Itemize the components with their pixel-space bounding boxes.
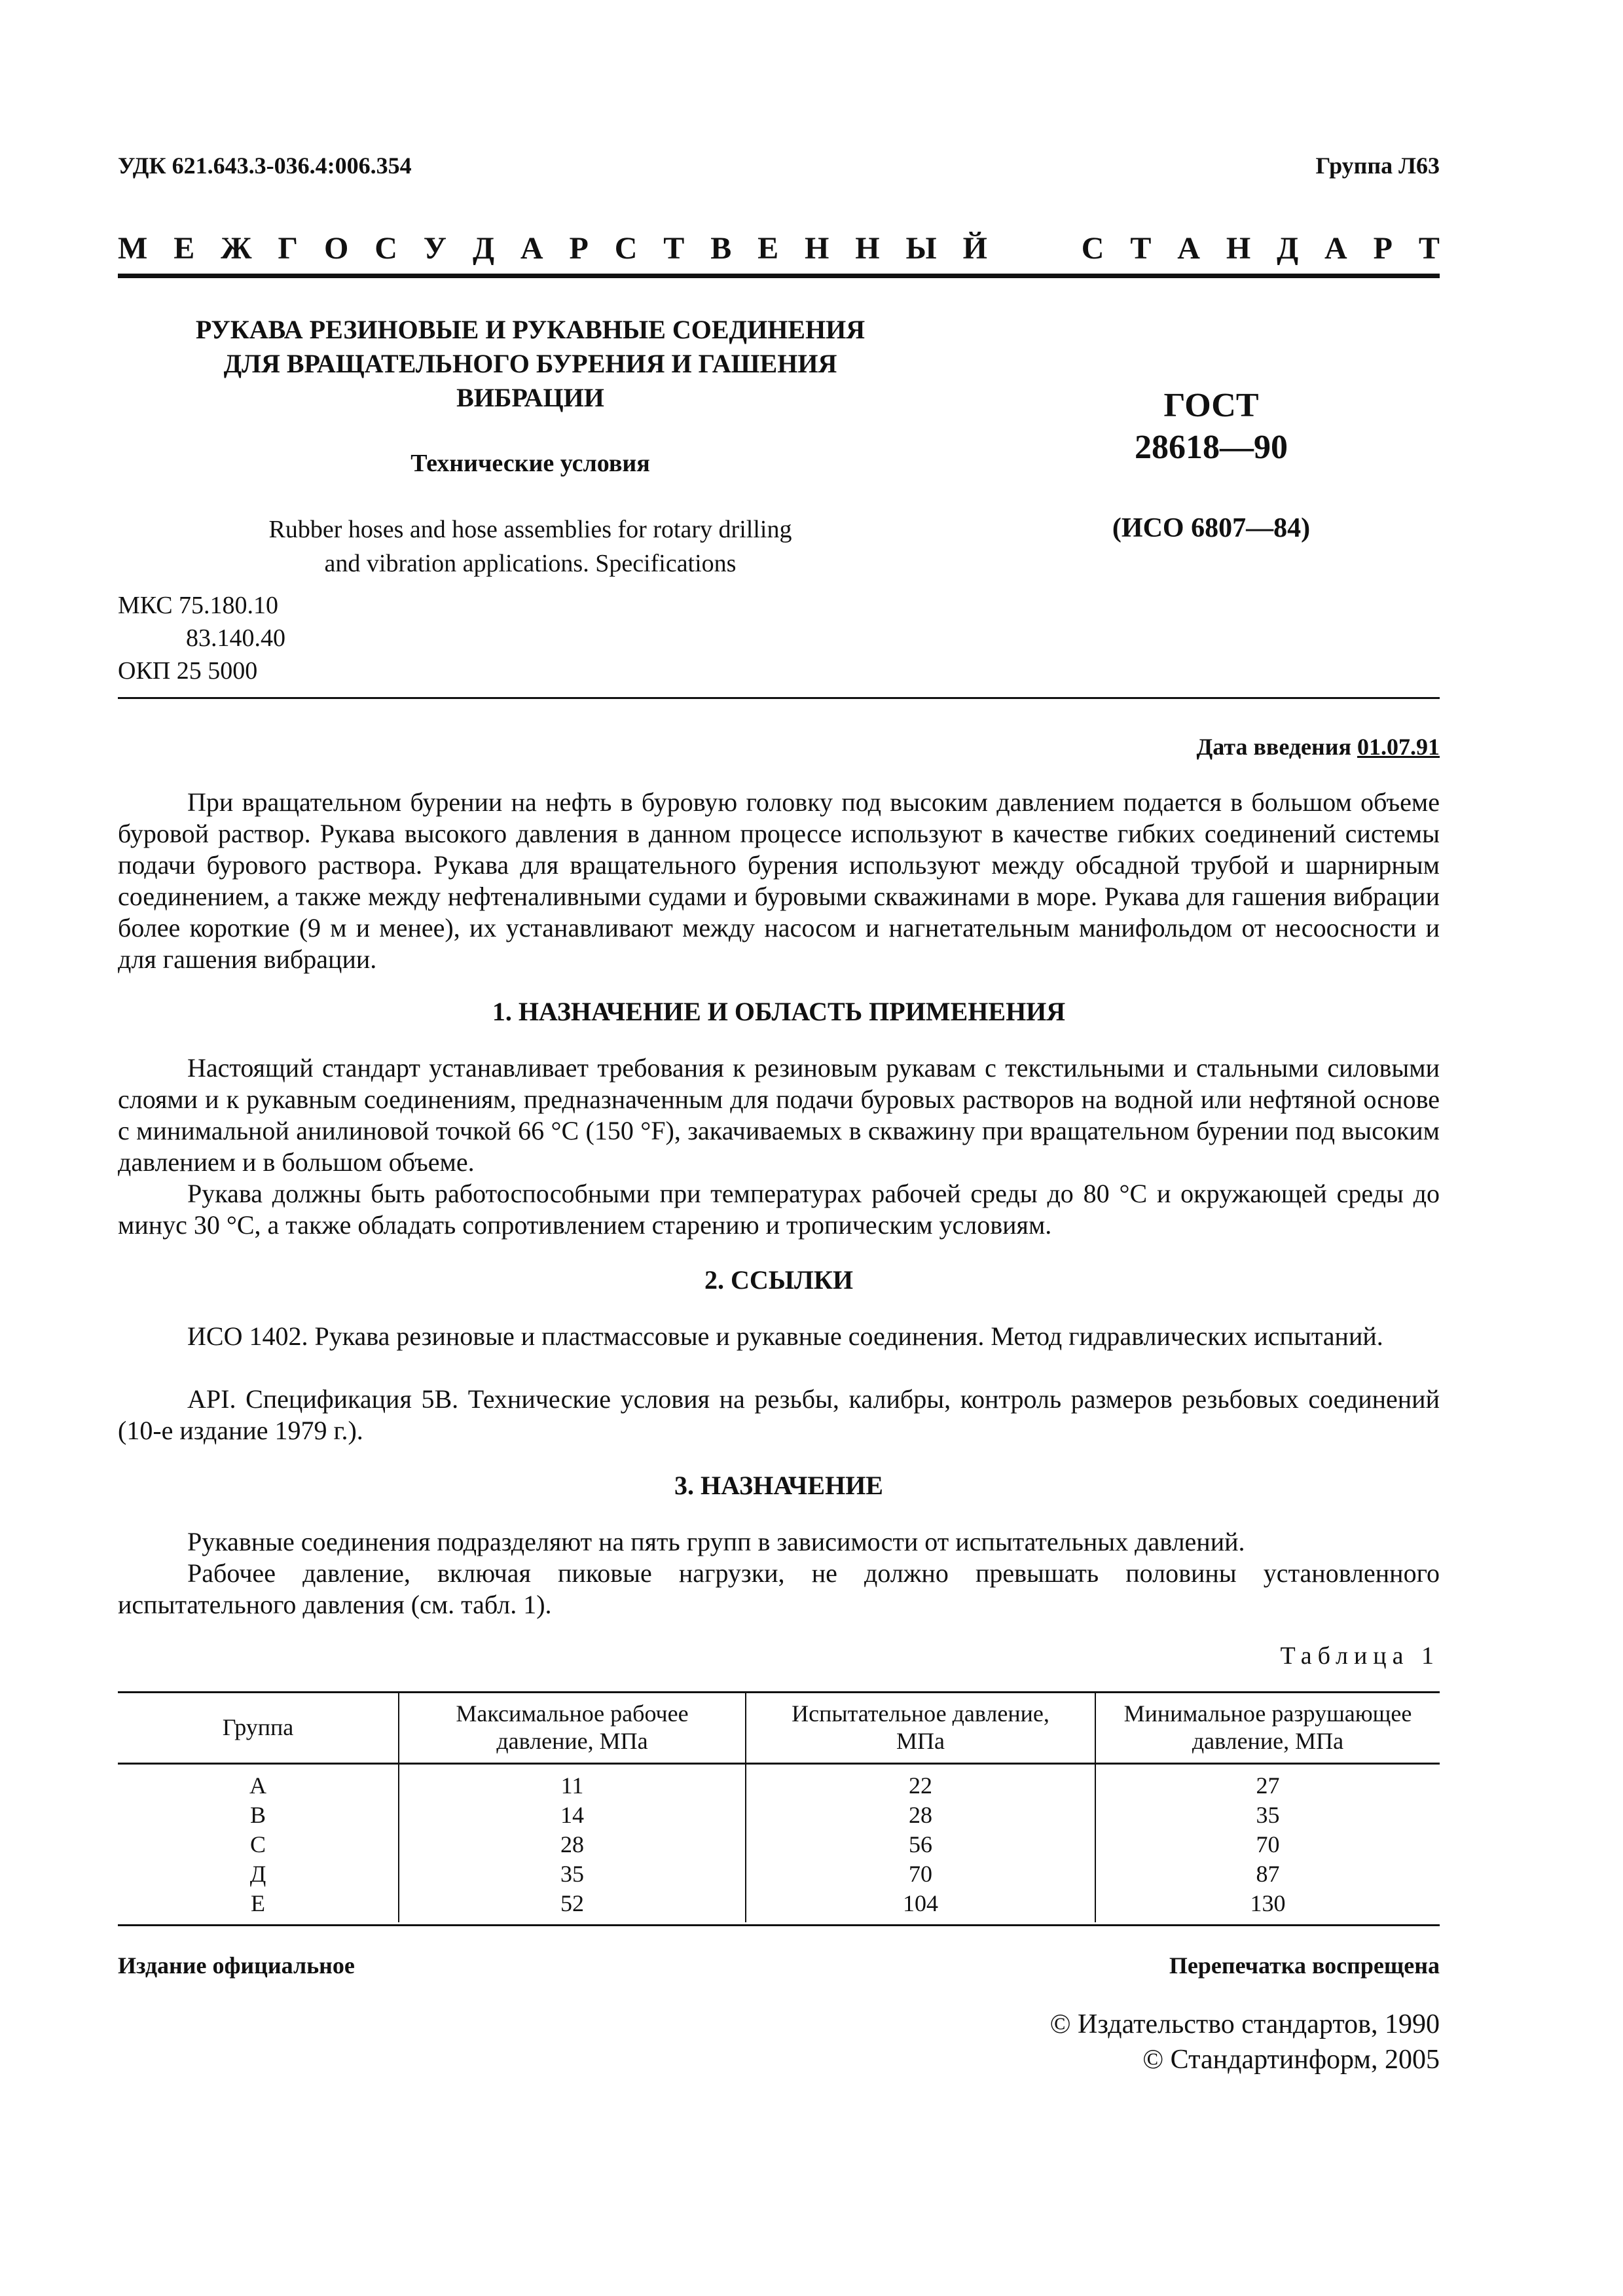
banner-letter: С xyxy=(1081,231,1104,266)
banner-letter: Т xyxy=(663,231,685,266)
banner-letter: М xyxy=(118,231,148,266)
table-cell: 14 xyxy=(399,1801,746,1830)
title-line: ВИБРАЦИИ xyxy=(456,383,604,412)
okp-code: ОКП 25 5000 xyxy=(118,657,258,685)
table-row xyxy=(118,1801,1440,1830)
pressure-groups-table xyxy=(118,1691,1440,1922)
table-row xyxy=(118,1830,1440,1859)
banner-letter: А xyxy=(520,231,543,266)
banner-letter: А xyxy=(1324,231,1347,266)
banner-letter: Г xyxy=(278,231,299,266)
iso-designation: (ИСО 6807—84) xyxy=(1112,513,1311,543)
mks-code: МКС 75.180.10 xyxy=(118,592,279,619)
banner-letter: Е xyxy=(757,231,779,266)
document-subtitle: Технические условия xyxy=(410,450,650,477)
table-cell: 27 xyxy=(1095,1764,1440,1801)
section-3-heading: 3. НАЗНАЧЕНИЕ xyxy=(674,1471,883,1500)
classification-codes xyxy=(118,589,285,687)
table-cell: 87 xyxy=(1095,1859,1440,1889)
banner-letter: Т xyxy=(1130,231,1152,266)
table-cell: 11 xyxy=(399,1764,746,1801)
table-cell: В xyxy=(249,1802,266,1828)
column-header-min-burst-pressure: Минимальное разрушающее давление, МПа xyxy=(1095,1693,1440,1764)
section-1-paragraph-1 xyxy=(118,1052,1440,1178)
banner-letter: Н xyxy=(805,231,830,266)
introduction-date xyxy=(1197,733,1440,761)
table-row xyxy=(118,1764,1440,1801)
banner-letter: С xyxy=(374,231,397,266)
section-3-text-2: Рабочее давление, включая пиковые нагрузки, не должно превышать половины установленного испытательного давления (см. табл. 1). xyxy=(118,1558,1440,1619)
udk-code: УДК 621.643.3-036.4:006.354 xyxy=(118,152,412,179)
gost-number: 28618—90 xyxy=(1135,429,1288,466)
interstate-standard-banner xyxy=(118,230,1440,266)
intro-text: При вращательном бурении на нефть в буровую головку под высоким давлением подается в большом объеме буровой раствор. Рукава высокого давления в данном процессе используют в качестве гибких соединений системы подачи бурового раствора. Рукава для вращательного бурения используют между обсадной трубой и шарнирным соединением, а также между нефтеналивными судами и буровыми скважинами в море. Рукава для гашения вибрации более короткие (9 м и менее), их устанавливают между насосом и нагнетательным манифольдом от несоосности и для гашения вибрации. xyxy=(118,787,1440,974)
banner-letter: С xyxy=(614,231,638,266)
banner-letter: Д xyxy=(472,231,494,266)
table-cell: 28 xyxy=(399,1830,746,1859)
table-row xyxy=(118,1859,1440,1889)
section-1-text-2: Рукава должны быть работоспособными при температурах рабочей среды до 80 °С и окружающей среды до минус 30 °С, а также обладать сопротивлением старению и тропическим условиям. xyxy=(118,1179,1440,1240)
english-title-line: and vibration applications. Specifications xyxy=(324,550,737,577)
table-cell: 56 xyxy=(746,1830,1095,1859)
gost-designation xyxy=(982,385,1440,469)
table-cell: А xyxy=(249,1772,266,1799)
table-cell: 130 xyxy=(1095,1889,1440,1922)
title-line: РУКАВА РЕЗИНОВЫЕ И РУКАВНЫЕ СОЕДИНЕНИЯ xyxy=(195,315,866,344)
table-cell: 35 xyxy=(1095,1801,1440,1830)
english-title-line: Rubber hoses and hose assemblies for rotary drilling xyxy=(268,516,792,543)
table-cell: 35 xyxy=(399,1859,746,1889)
banner-letter: Н xyxy=(1226,231,1251,266)
title-line: ДЛЯ ВРАЩАТЕЛЬНОГО БУРЕНИЯ И ГАШЕНИЯ xyxy=(223,349,837,378)
banner-letter: О xyxy=(323,231,349,266)
group-code: Группа Л63 xyxy=(1315,152,1440,179)
gost-label: ГОСТ xyxy=(1163,387,1259,424)
section-2-text-1: ИСО 1402. Рукава резиновые и пластмассовые и рукавные соединения. Метод гидравлических испытаний. xyxy=(187,1321,1383,1351)
table-cell: 28 xyxy=(746,1801,1095,1830)
section-1-heading: 1. НАЗНАЧЕНИЕ И ОБЛАСТЬ ПРИМЕНЕНИЯ xyxy=(492,997,1066,1026)
table-cell: 70 xyxy=(1095,1830,1440,1859)
section-3-paragraph-2 xyxy=(118,1558,1440,1621)
section-1-paragraph-2 xyxy=(118,1178,1440,1241)
table-cell: 22 xyxy=(746,1764,1095,1801)
introduction-date-value: 01.07.91 xyxy=(1357,734,1440,760)
banner-letter: Т xyxy=(1418,231,1440,266)
banner-word-gap xyxy=(1013,230,1055,266)
section-2-paragraph-1 xyxy=(118,1321,1440,1352)
section-1-text-1: Настоящий стандарт устанавливает требования к резиновым рукавам с текстильными и стальными силовыми слоями и к рукавным соединениям, предназначенным для подачи буровых растворов на водной или нефтяной основе с минимальной анилиновой точкой 66 °С (150 °F), закачиваемых в скважину при вращательном бурении под высоким давлением и в большом объеме. xyxy=(118,1053,1440,1177)
section-2-paragraph-2 xyxy=(118,1384,1440,1446)
banner-letter: В xyxy=(710,231,732,266)
mks-code-secondary: 83.140.40 xyxy=(186,624,285,652)
table-row xyxy=(118,1889,1440,1922)
copyright-block xyxy=(1050,2007,1440,2077)
copyright-line: © Издательство стандартов, 1990 xyxy=(1049,2009,1440,2039)
table-cell: 70 xyxy=(746,1859,1095,1889)
intro-paragraph xyxy=(118,787,1440,975)
table-cell: 52 xyxy=(399,1889,746,1922)
copyright-line: © Стандартинформ, 2005 xyxy=(1142,2045,1440,2075)
column-header-max-working-pressure: Максимальное рабочее давление, МПа xyxy=(399,1693,746,1764)
english-title xyxy=(118,512,943,581)
banner-rule xyxy=(118,274,1440,278)
table-cell: 104 xyxy=(746,1889,1095,1922)
column-header-group: Группа xyxy=(118,1693,399,1764)
section-3-paragraph-1 xyxy=(118,1526,1440,1558)
document-title xyxy=(118,313,943,415)
footer-rule xyxy=(118,1924,1440,1926)
banner-letter: Р xyxy=(569,231,589,266)
section-2-text-2: API. Спецификация 5В. Технические условия на резьбы, калибры, контроль размеров резьбовых соединений (10-е издание 1979 г.). xyxy=(118,1384,1440,1445)
reprint-prohibited-label: Перепечатка воспрещена xyxy=(1169,1952,1440,1979)
section-3-text-1: Рукавные соединения подразделяют на пять групп в зависимости от испытательных давлений. xyxy=(187,1527,1245,1556)
table-header-row xyxy=(118,1693,1440,1764)
banner-letter: Е xyxy=(173,231,195,266)
table-caption: Таблица 1 xyxy=(1280,1642,1440,1670)
header-rule xyxy=(118,697,1440,699)
banner-letter: Ж xyxy=(221,231,252,266)
banner-letter: А xyxy=(1177,231,1200,266)
banner-letter: Ы xyxy=(905,231,937,266)
column-header-test-pressure: Испытательное давление, МПа xyxy=(746,1693,1095,1764)
banner-letter: У xyxy=(423,231,447,266)
banner-letter: Н xyxy=(855,231,880,266)
banner-letter: Р xyxy=(1373,231,1393,266)
table-cell: С xyxy=(249,1831,266,1857)
table-cell: Е xyxy=(251,1890,265,1916)
section-2-heading: 2. ССЫЛКИ xyxy=(704,1265,853,1295)
banner-letter: Й xyxy=(962,231,987,266)
introduction-date-label: Дата введения xyxy=(1196,734,1351,760)
official-edition-label: Издание официальное xyxy=(118,1952,355,1979)
banner-letter: Д xyxy=(1277,231,1299,266)
table-cell: Д xyxy=(249,1861,266,1887)
